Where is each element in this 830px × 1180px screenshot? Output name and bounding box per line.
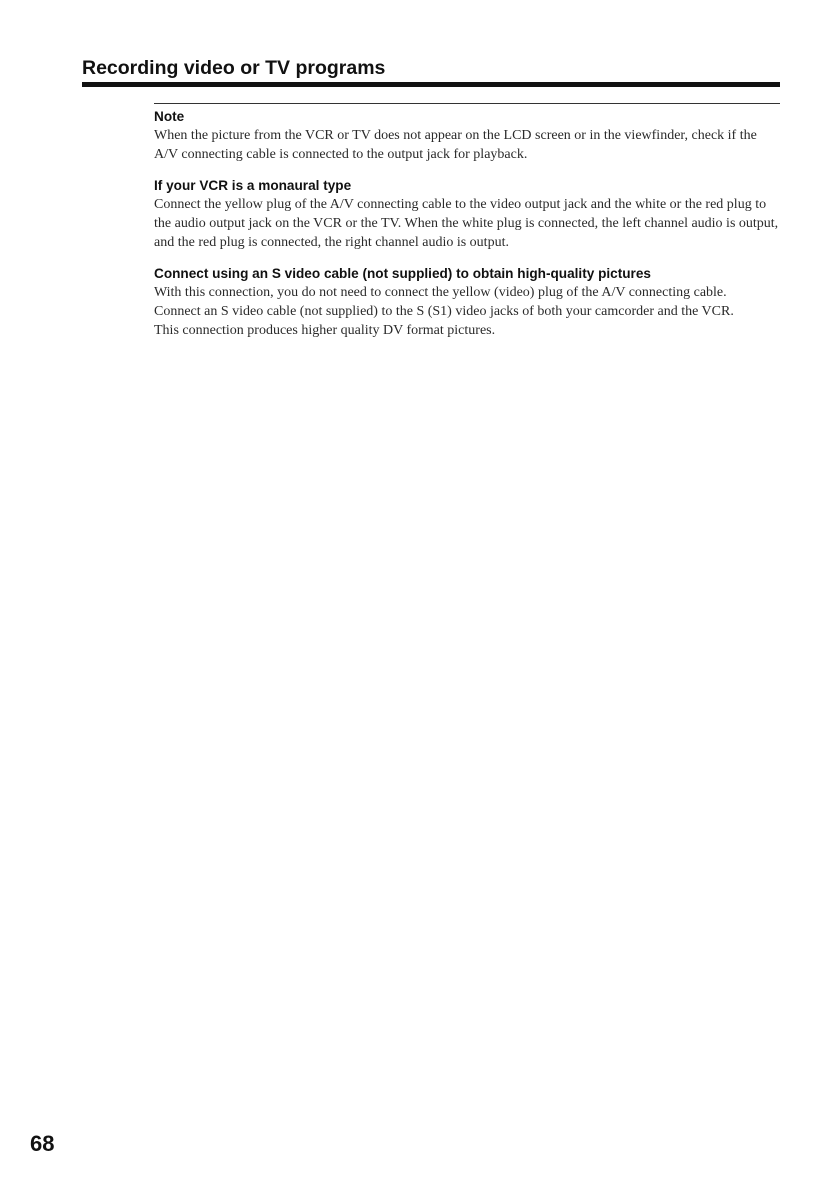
- note-divider: [154, 103, 780, 104]
- monaural-section: [154, 176, 780, 252]
- title-rule: [82, 82, 780, 87]
- page-header: [82, 56, 780, 87]
- note-paragraph: When the picture from the VCR or TV does not appear on the LCD screen or in the viewfinder, check if the A/V connecting cable is connected to the output jack for playback.: [154, 128, 757, 162]
- s-video-paragraph-1: With this connection, you do not need to connect the yellow (video) plug of the A/V connecting cable.: [154, 285, 727, 300]
- monaural-paragraph: Connect the yellow plug of the A/V connecting cable to the video output jack and the white or the red plug to the audio output jack on the VCR or the TV. When the white plug is connected, the left channel audio is output, and the red plug is connected, the right channel audio is output.: [154, 197, 779, 250]
- page-title: Recording video or TV programs: [82, 57, 386, 79]
- s-video-section: [154, 264, 780, 340]
- s-video-heading: Connect using an S video cable (not supplied) to obtain high-quality pictures: [154, 266, 651, 281]
- s-video-paragraph-2: Connect an S video cable (not supplied) to the S (S1) video jacks of both your camcorder and the VCR.: [154, 304, 734, 319]
- monaural-heading: If your VCR is a monaural type: [154, 178, 352, 193]
- note-section: [154, 107, 780, 164]
- page-content: [154, 103, 780, 352]
- s-video-paragraph-3: This connection produces higher quality DV format pictures.: [154, 323, 496, 338]
- page-number: 68: [30, 1131, 55, 1156]
- note-heading: Note: [154, 109, 185, 124]
